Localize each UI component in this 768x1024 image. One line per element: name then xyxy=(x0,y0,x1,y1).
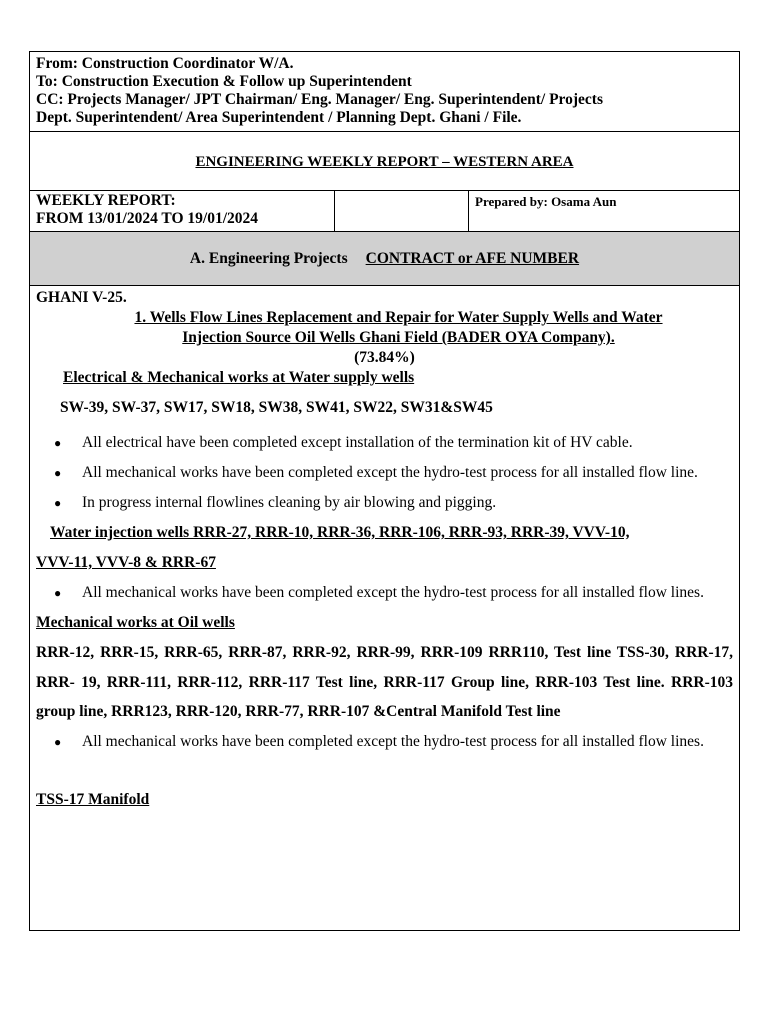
weekly-empty-cell xyxy=(335,191,469,231)
section-header xyxy=(29,232,740,286)
bullet-icon: ● xyxy=(54,734,62,749)
em-bullet-1: All electrical have been completed except installation of the termination kit of HV cable. xyxy=(82,434,633,451)
report-page xyxy=(29,51,740,931)
to-line: To: Construction Execution & Follow up Superintendent xyxy=(36,73,412,90)
report-title-text: ENGINEERING WEEKLY REPORT – WESTERN AREA xyxy=(195,153,574,170)
bullet-icon: ● xyxy=(54,436,62,450)
tss-heading: TSS-17 Manifold xyxy=(36,790,150,808)
em-heading: Electrical & Mechanical works at Water supply wells xyxy=(63,369,415,386)
wi-heading-line-2: VVV-11, VVV-8 & RRR-67 xyxy=(36,554,216,571)
cc-line-2: Dept. Superintendent/ Area Superintendent / Planning Dept. Ghani / File. xyxy=(36,109,522,126)
oil-heading: Mechanical works at Oil wells xyxy=(36,614,235,631)
report-title xyxy=(29,132,740,191)
wi-heading-line-1: Water injection wells RRR-27, RRR-10, RRR-36, RRR-106, RRR-93, RRR-39, VVV-10, xyxy=(50,524,630,541)
em-bullet-2: All mechanical works have been completed except the hydro-test process for all installed flow line. xyxy=(82,464,698,481)
cc-line-1: CC: Projects Manager/ JPT Chairman/ Eng. Manager/ Eng. Superintendent/ Projects xyxy=(36,91,603,108)
list-item xyxy=(54,428,733,458)
report-body xyxy=(29,286,740,931)
list-item xyxy=(54,488,733,518)
contract-label: CONTRACT or AFE NUMBER xyxy=(365,249,580,267)
weekly-row xyxy=(29,191,740,232)
em-wells: SW-39, SW-37, SW17, SW18, SW38, SW41, SW22, SW31&SW45 xyxy=(60,399,493,416)
project-progress: (73.84%) xyxy=(354,349,415,366)
project-title xyxy=(36,308,733,348)
bullet-icon: ● xyxy=(54,496,62,510)
project-title-line-1: 1. Wells Flow Lines Replacement and Repair for Water Supply Wells and Water xyxy=(134,309,663,326)
oil-bullet-1: All mechanical works have been completed except the hydro-test process for all installed flow lines. xyxy=(82,732,704,750)
bullet-icon: ● xyxy=(54,586,62,600)
em-bullet-3: In progress internal flowlines cleaning by air blowing and pigging. xyxy=(82,494,497,511)
project-title-line-2: Injection Source Oil Wells Ghani Field (BADER OYA Company). xyxy=(182,329,615,346)
section-label: A. Engineering Projects xyxy=(189,249,348,267)
bullet-icon: ● xyxy=(54,466,62,480)
from-line: From: Construction Coordinator W/A. xyxy=(36,55,294,72)
list-item xyxy=(54,458,733,488)
weekly-range: FROM 13/01/2024 TO 19/01/2024 xyxy=(36,210,259,227)
weekly-label: WEEKLY REPORT: xyxy=(36,192,176,209)
wi-bullet-1: All mechanical works have been completed except the hydro-test process for all installed flow lines. xyxy=(82,584,704,601)
weekly-period xyxy=(30,191,335,231)
list-item xyxy=(54,727,733,757)
prepared-by: Prepared by: Osama Aun xyxy=(475,194,617,209)
oil-wells: RRR-12, RRR-15, RRR-65, RRR-87, RRR-92, RRR-99, RRR-109 RRR110, Test line TSS-30, RRR-17, RRR- 19, RRR-111, RRR-112, RRR-117 Test line, RRR-117 Group line, RRR-103 Test line. RRR-103 group line, RRR123, RRR-120, RRR-77, RRR-107 &Central Manifold Test line xyxy=(36,644,733,720)
list-item xyxy=(54,578,733,608)
project-code: GHANI V-25. xyxy=(36,289,127,306)
memo-header xyxy=(29,51,740,132)
